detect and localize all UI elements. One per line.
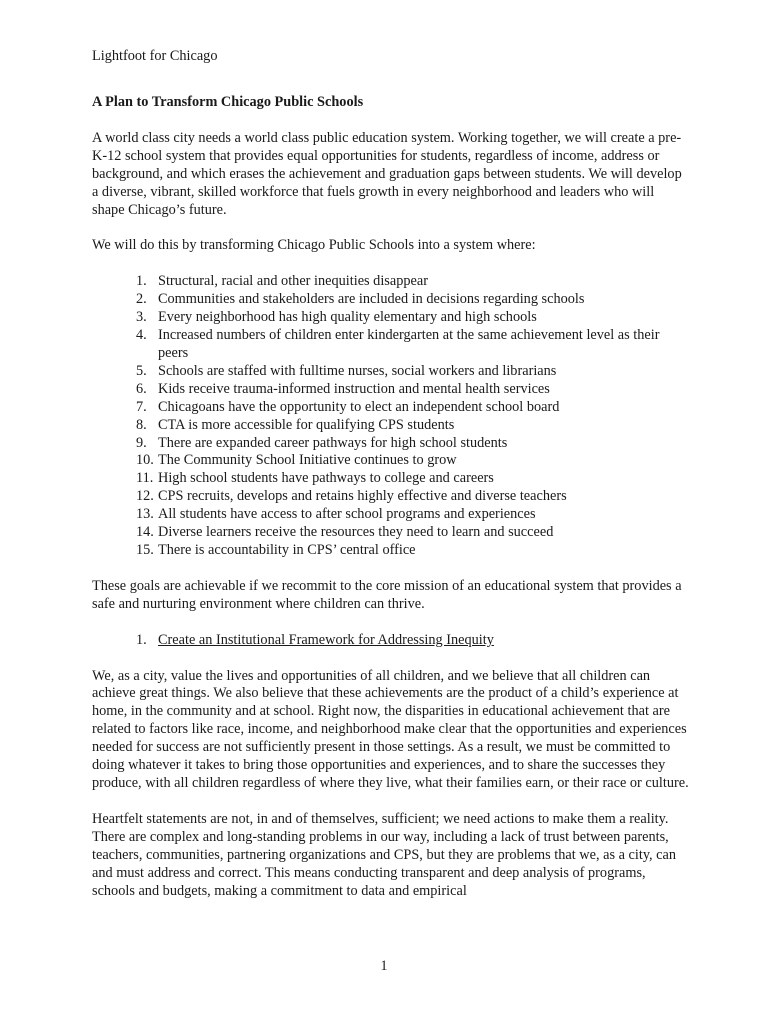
list-item-number: 14.	[136, 524, 154, 541]
list-item-number: 10.	[136, 452, 154, 469]
list-item	[92, 435, 690, 453]
list-item-number: 11.	[136, 470, 154, 487]
list-item	[92, 524, 690, 542]
list-item	[92, 273, 690, 291]
body-paragraph-2: Heartfelt statements are not, in and of themselves, sufficient; we need actions to make them a reality. There are complex and long-standing problems in our way, including a lack of trust between parents, teachers, communities, partnering organizations and CPS, but they are problems that we, as a city, can and must address and correct. This means conducting transparent and deep analysis of programs, schools and budgets, making a commitment to data and empirical	[92, 810, 677, 899]
list-item	[92, 542, 690, 560]
body-paragraph-1: We, as a city, value the lives and opportunities of all children, and we believe that all children can achieve great things. We also believe that these achievements are the product of a child’s experience at home, in the community and at school. Right now, the disparities in educational achievement that are related to factors like race, income, and neighborhood make clear that the opportunities and experiences needed for success are not sufficiently present in those settings. As a result, we must be committed to doing whatever it takes to bring those opportunities and experiences, and to share the successes they produce, with all children regardless of where they live, what their families earn, or their race or culture.	[92, 667, 689, 791]
list-item-text: All students have access to after school programs and experiences	[158, 506, 536, 523]
list-item	[92, 309, 690, 327]
list-item-number: 1.	[136, 273, 147, 290]
list-item-text: Communities and stakeholders are included in decisions regarding schools	[158, 291, 585, 308]
list-item-text: Chicagoans have the opportunity to elect an independent school board	[158, 398, 560, 415]
list-item	[92, 291, 690, 309]
list-item	[92, 417, 690, 435]
list-item-text: Schools are staffed with fulltime nurses, social workers and librarians	[158, 362, 557, 379]
list-item-text: Every neighborhood has high quality elementary and high schools	[158, 309, 537, 326]
list-item-number: 2.	[136, 291, 147, 308]
list-item	[92, 452, 690, 470]
document-title: A Plan to Transform Chicago Public Schools	[92, 94, 364, 110]
document-page	[92, 48, 690, 900]
list-item	[92, 399, 690, 417]
section-heading-text: Create an Institutional Framework for Addressing Inequity	[158, 631, 494, 648]
list-item-text: CTA is more accessible for qualifying CPS students	[158, 416, 455, 433]
goals-list	[92, 273, 690, 560]
list-item-number: 4.	[136, 327, 147, 344]
list-item-number: 6.	[136, 380, 147, 397]
list-item-text: Structural, racial and other inequities disappear	[158, 273, 428, 290]
list-item-text: High school students have pathways to college and careers	[158, 470, 494, 487]
list-item-text: There are expanded career pathways for high school students	[158, 434, 508, 451]
list-item-number: 15.	[136, 541, 154, 558]
document-header: Lightfoot for Chicago	[92, 48, 218, 64]
list-item	[92, 363, 690, 381]
list-item	[92, 381, 690, 399]
list-item-text: Increased numbers of children enter kindergarten at the same achievement level as their peers	[158, 327, 660, 361]
list-item-text: Diverse learners receive the resources they need to learn and succeed	[158, 524, 554, 541]
goals-summary-paragraph: These goals are achievable if we recommit to the core mission of an educational system that provides a safe and nurturing environment where children can thrive.	[92, 577, 682, 612]
list-item	[92, 327, 690, 363]
list-item-number: 9.	[136, 434, 147, 451]
list-item	[92, 470, 690, 488]
list-item-number: 5.	[136, 362, 147, 379]
lead-paragraph: We will do this by transforming Chicago Public Schools into a system where:	[92, 237, 536, 254]
list-item	[92, 506, 690, 524]
list-item-number: 3.	[136, 309, 147, 326]
list-item-text: There is accountability in CPS’ central office	[158, 541, 416, 558]
page-number: 1	[380, 958, 388, 974]
section-number: 1.	[136, 631, 147, 648]
list-item-text: CPS recruits, develops and retains highly effective and diverse teachers	[158, 488, 567, 505]
list-item-text: The Community School Initiative continues to grow	[158, 452, 457, 469]
list-item-text: Kids receive trauma-informed instruction and mental health services	[158, 380, 550, 397]
list-item-number: 12.	[136, 488, 154, 505]
list-item	[92, 488, 690, 506]
list-item-number: 13.	[136, 506, 154, 523]
intro-paragraph: A world class city needs a world class public education system. Working together, we will create a pre-K-12 school system that provides equal opportunities for students, regardless of income, address or background, and which erases the achievement and graduation gaps between students. We will develop a diverse, vibrant, skilled workforce that fuels growth in every neighborhood and leaders who will shape Chicago’s future.	[92, 129, 682, 218]
list-item-number: 8.	[136, 416, 147, 433]
list-item-number: 7.	[136, 398, 147, 415]
section-heading	[92, 632, 690, 650]
